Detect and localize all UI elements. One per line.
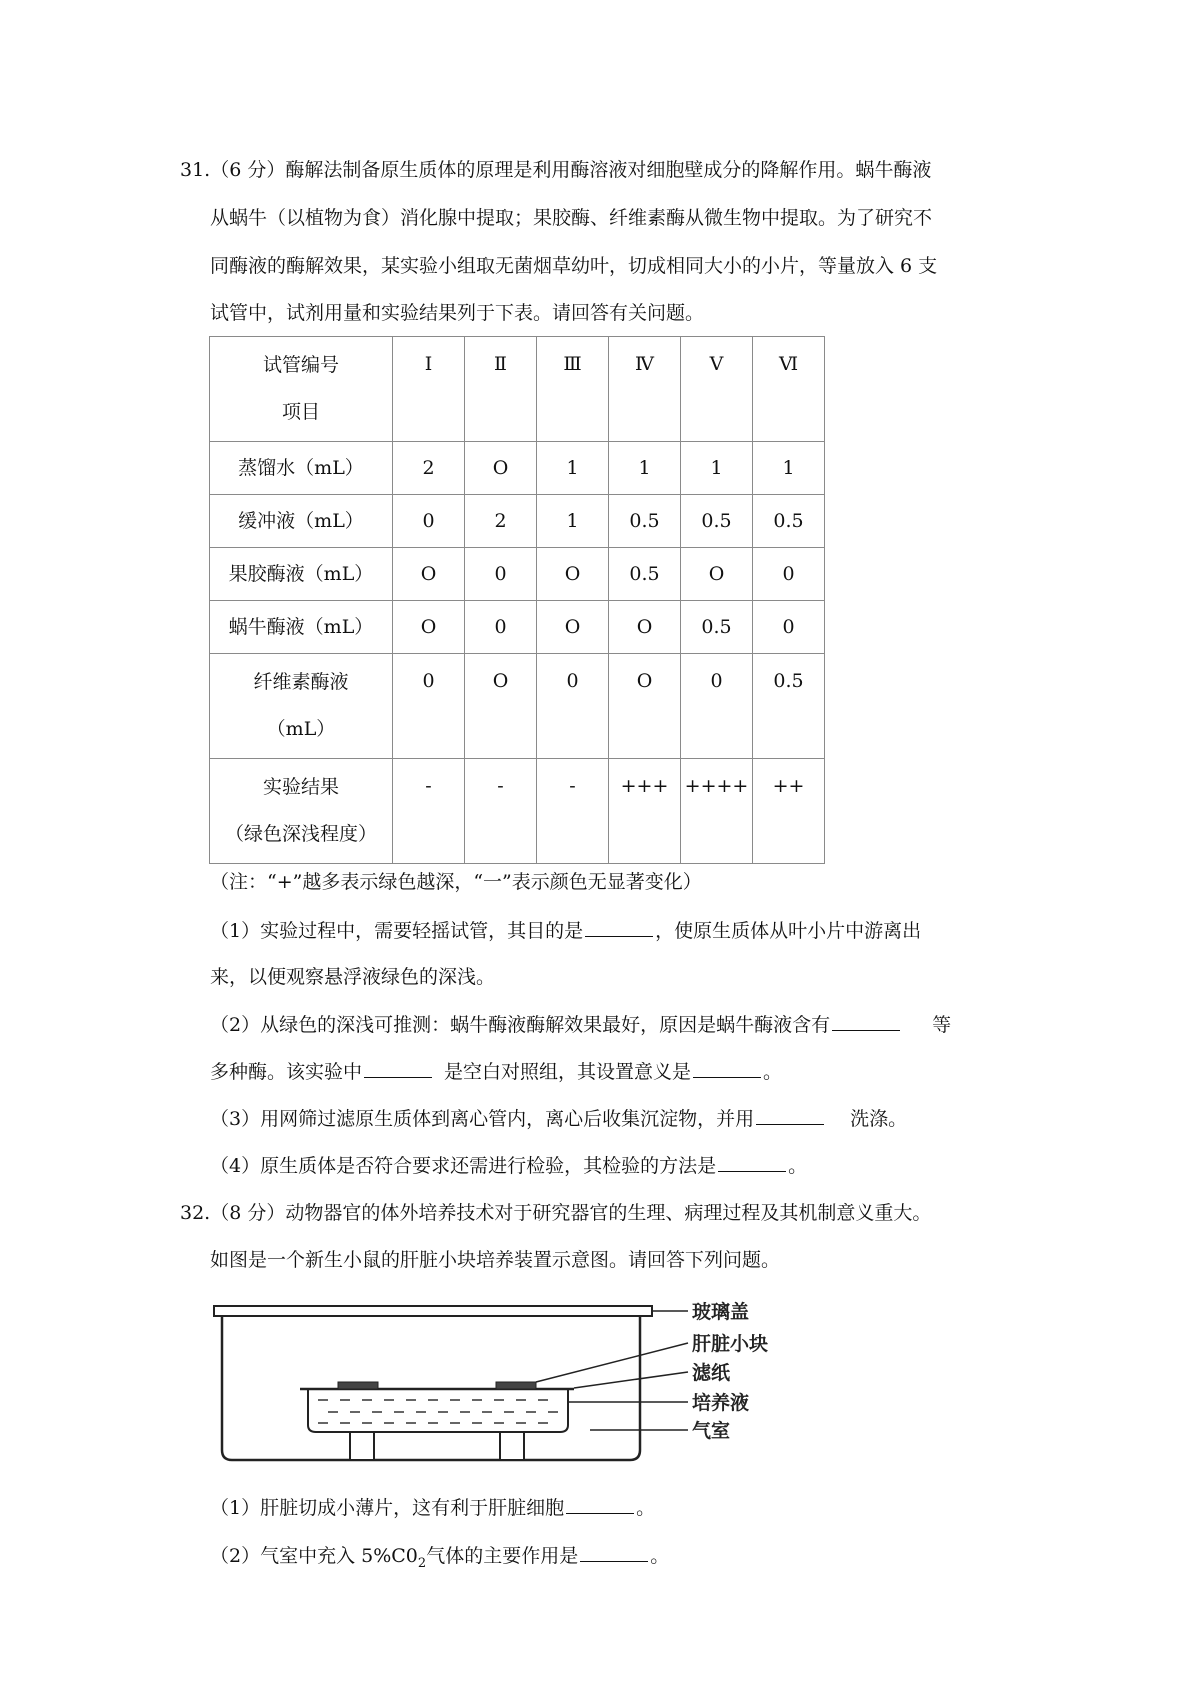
table-cell: -	[393, 759, 465, 864]
table-cell: ++	[753, 759, 825, 864]
table-cell: O	[465, 654, 537, 759]
q31-sub2-line-1	[210, 1012, 951, 1037]
row-label: 缓冲液（mL）	[210, 495, 393, 548]
liver-piece	[338, 1382, 378, 1389]
q31-line-4: 试管中，试剂用量和实验结果列于下表。请回答有关问题。	[210, 302, 705, 324]
answer-blank[interactable]	[580, 1543, 648, 1562]
table-cell: O	[393, 601, 465, 654]
answer-blank[interactable]	[718, 1153, 786, 1172]
table-row	[210, 495, 825, 548]
row-label: 果胶酶液（mL）	[210, 548, 393, 601]
q31-sub3-text: （3）用网筛过滤原生质体到离心管内，离心后收集沉淀物，并用	[210, 1108, 755, 1130]
column-header: Ⅱ	[465, 337, 537, 442]
q31-sub1-text: ，使原生质体从叶小片中游离出	[655, 920, 922, 942]
label-filter-paper: 滤纸	[692, 1362, 731, 1384]
q31-sub2-line-2	[210, 1059, 782, 1084]
table-cell: 1	[537, 495, 609, 548]
q32-sub2-text: （2）气室中充入 5%C0	[210, 1545, 418, 1567]
q32-sub2-subscript: 2	[417, 1555, 427, 1571]
q31-sub2-text: 是空白对照组，其设置意义是	[444, 1061, 692, 1083]
row-label-line: 实验结果	[262, 776, 339, 798]
table-cell: O	[393, 548, 465, 601]
table-cell: 0	[393, 495, 465, 548]
label-liver-piece: 肝脏小块	[692, 1333, 769, 1355]
liver-piece	[496, 1382, 536, 1389]
support-leg	[350, 1432, 374, 1460]
support-leg	[500, 1432, 524, 1460]
q31-line-3: 同酶液的酶解效果，某实验小组取无菌烟草幼叶，切成相同大小的小片，等量放入 6 支	[210, 255, 938, 277]
answer-blank[interactable]	[566, 1495, 634, 1514]
header-label-line: 项目	[281, 401, 320, 423]
column-header: Ⅴ	[681, 337, 753, 442]
table-cell: O	[537, 548, 609, 601]
table-cell: 0	[753, 548, 825, 601]
row-label-line: 纤维素酶液	[253, 671, 349, 693]
table-row	[210, 442, 825, 495]
table-cell: 0	[753, 601, 825, 654]
table-cell: 0.5	[609, 495, 681, 548]
q31-sub2-text: 等	[932, 1014, 952, 1036]
table-row	[210, 654, 825, 759]
row-label-line: （绿色深浅程度）	[224, 823, 377, 845]
q31-sub1-text: （1）实验过程中，需要轻摇试管，其目的是	[210, 920, 584, 942]
inner-trough	[308, 1390, 568, 1432]
header-label-cell	[210, 337, 393, 442]
q32-sub2-text: 。	[650, 1545, 670, 1567]
q31-sub1-line-2: 来，以便观察悬浮液绿色的深浅。	[210, 966, 496, 988]
table-row	[210, 601, 825, 654]
column-header: Ⅲ	[537, 337, 609, 442]
q32-line-1: 32.（8 分）动物器官的体外培养技术对于研究器官的生理、病理过程及其机制意义重大。	[180, 1202, 932, 1224]
answer-blank[interactable]	[364, 1059, 432, 1078]
table-cell: 0	[681, 654, 753, 759]
table-cell: 0.5	[609, 548, 681, 601]
label-glass-lid: 玻璃盖	[692, 1301, 750, 1323]
table-cell: 0	[393, 654, 465, 759]
row-label	[210, 759, 393, 864]
table-cell: -	[537, 759, 609, 864]
table-cell: 2	[465, 495, 537, 548]
q32-sub1-line	[210, 1495, 655, 1520]
table-cell: 1	[537, 442, 609, 495]
table-cell: +++	[609, 759, 681, 864]
q31-line-1: 31.（6 分）酶解法制备原生质体的原理是利用酶溶液对细胞壁成分的降解作用。蜗牛酶液	[180, 159, 932, 181]
table-cell: O	[609, 654, 681, 759]
q31-sub3-text: 洗涤。	[850, 1108, 908, 1130]
experiment-table	[209, 336, 825, 864]
q32-sub1-text: 。	[636, 1497, 656, 1519]
q32-sub2-text: 气体的主要作用是	[426, 1545, 579, 1567]
answer-blank[interactable]	[756, 1106, 824, 1125]
table-cell: 0	[537, 654, 609, 759]
row-label: 蒸馏水（mL）	[210, 442, 393, 495]
row-label-line: （mL）	[266, 718, 336, 740]
row-label: 蜗牛酶液（mL）	[210, 601, 393, 654]
table-cell: O	[609, 601, 681, 654]
table-cell: O	[537, 601, 609, 654]
q31-sub4-line	[210, 1153, 807, 1178]
table-cell: 0	[465, 601, 537, 654]
table-cell: 2	[393, 442, 465, 495]
q31-sub2-text: （2）从绿色的深浅可推测：蜗牛酶液酶解效果最好，原因是蜗牛酶液含有	[210, 1014, 831, 1036]
answer-blank[interactable]	[832, 1012, 900, 1031]
label-culture-medium: 培养液	[692, 1392, 750, 1414]
q32-sub2-line	[210, 1543, 669, 1576]
table-row	[210, 759, 825, 864]
column-header: Ⅵ	[753, 337, 825, 442]
liver-culture-apparatus-diagram	[210, 1290, 830, 1475]
q31-line-2: 从蜗牛（以植物为食）消化腺中提取；果胶酶、纤维素酶从微生物中提取。为了研究不	[210, 207, 933, 229]
table-cell: O	[465, 442, 537, 495]
answer-blank[interactable]	[585, 918, 653, 937]
glass-lid	[214, 1306, 652, 1316]
table-cell: -	[465, 759, 537, 864]
q31-sub3-line	[210, 1106, 907, 1131]
q31-sub2-text: 。	[763, 1061, 783, 1083]
q32-sub1-text: （1）肝脏切成小薄片，这有利于肝脏细胞	[210, 1497, 565, 1519]
label-air-chamber: 气室	[692, 1420, 731, 1442]
table-cell: 1	[609, 442, 681, 495]
table-cell: ++++	[681, 759, 753, 864]
q31-sub4-text: （4）原生质体是否符合要求还需进行检验，其检验的方法是	[210, 1155, 717, 1177]
table-cell: 0.5	[681, 601, 753, 654]
culture-medium	[318, 1400, 558, 1423]
table-cell: 0	[465, 548, 537, 601]
column-header: Ⅳ	[609, 337, 681, 442]
answer-blank[interactable]	[693, 1059, 761, 1078]
table-cell: 0.5	[753, 654, 825, 759]
table-cell: 1	[681, 442, 753, 495]
table-cell: 0.5	[753, 495, 825, 548]
table-cell: 1	[753, 442, 825, 495]
table-cell: 0.5	[681, 495, 753, 548]
table-cell: O	[681, 548, 753, 601]
row-label	[210, 654, 393, 759]
column-header: Ⅰ	[393, 337, 465, 442]
q32-line-2: 如图是一个新生小鼠的肝脏小块培养装置示意图。请回答下列问题。	[210, 1249, 781, 1271]
q31-sub2-text: 多种酶。该实验中	[210, 1061, 363, 1083]
table-note: （注：“+”越多表示绿色越深，“一”表示颜色无显著变化）	[210, 871, 702, 893]
table-header-row	[210, 337, 825, 442]
table-row	[210, 548, 825, 601]
header-label-line: 试管编号	[262, 354, 339, 376]
q31-sub1-line-1	[210, 918, 921, 943]
q31-sub4-text: 。	[788, 1155, 808, 1177]
